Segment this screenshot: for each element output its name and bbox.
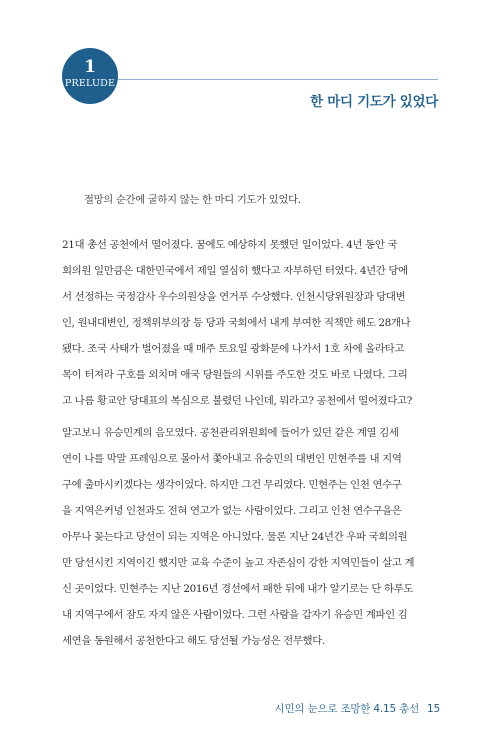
text-line: 을 지역은커녕 인천과도 전혀 연고가 없는 사람이었다. 그리고 인천 연수구을은 <box>62 505 402 517</box>
header-rule <box>118 79 438 80</box>
text-line: 아무나 꽂는다고 당선이 되는 지역은 아니었다. 물론 지난 24년간 우파 국회의원 <box>62 531 408 543</box>
text-line: 세연을 동원해서 공천한다고 해도 당선될 가능성은 전무했다. <box>62 635 325 647</box>
text-line: 내 지역구에서 잠도 자지 않은 사람이었다. 그런 사람을 갑자기 유승민 계파인 김 <box>62 609 408 621</box>
page-number: 15 <box>427 703 440 715</box>
text-line: 만 당선시킨 지역이긴 했지만 교육 수준이 높고 자존심이 강한 지역민들이 살고 계 <box>62 557 415 569</box>
text-line: 고 나름 황교안 당대표의 복심으로 불렸던 나인데, 뭐라고? 공천에서 떨어졌다고? <box>62 395 412 407</box>
text-line: 됐다. 조국 사태가 벌어졌을 때 매주 토요일 광화문에 나가서 1호 차에 올라타고 <box>62 343 405 355</box>
text-line: 인, 원내대변인, 정책위부의장 등 당과 국회에서 내게 부여한 직책만 해도 28개나 <box>62 317 411 329</box>
text-line: 알고보니 유승민계의 음모였다. 공천관리위원회에 들어가 있던 같은 계열 김세 <box>62 427 399 439</box>
text-line: 구에 출마시키겠다는 생각이었다. 하지만 그건 무리였다. 민현주는 인천 연수구 <box>62 479 402 491</box>
text-line: 신 곳이었다. 민현주는 지난 2016년 경선에서 패한 뒤에 내가 알기로는 단 하루도 <box>62 583 414 595</box>
chapter-badge <box>62 48 118 104</box>
text-line: 서 선정하는 국정감사 우수의원상을 연거푸 수상했다. 인천시당위원장과 당대변 <box>62 291 406 303</box>
chapter-title: 한 마디 기도가 있었다 <box>310 94 438 110</box>
paragraph-1 <box>62 232 438 414</box>
book-title: 시민의 눈으로 조망한 4.15 총선 <box>274 703 420 715</box>
text-line: 목이 터져라 구호를 외치며 애국 당원들의 시위를 주도한 것도 바로 나였다. 그리 <box>62 369 408 381</box>
chapter-label: PRELUDE <box>64 78 116 89</box>
chapter-number: 1 <box>84 57 96 77</box>
page-footer <box>275 701 440 716</box>
text-line: 연이 나를 막말 프레임으로 몰아서 쫓아내고 유승민의 대변인 민현주를 내 지역 <box>62 453 402 465</box>
text-line: 회의원 일만큼은 대한민국에서 제일 열심히 했다고 자부하던 터였다. 4년간 당에 <box>62 265 408 277</box>
epigraph: 절망의 순간에 굴하지 않는 한 마디 기도가 있었다. <box>84 194 301 206</box>
paragraph-2 <box>62 420 438 654</box>
text-line: 21대 총선 공천에서 떨어졌다. 꿈에도 예상하지 못했던 일이었다. 4년 동안 국 <box>62 239 398 251</box>
